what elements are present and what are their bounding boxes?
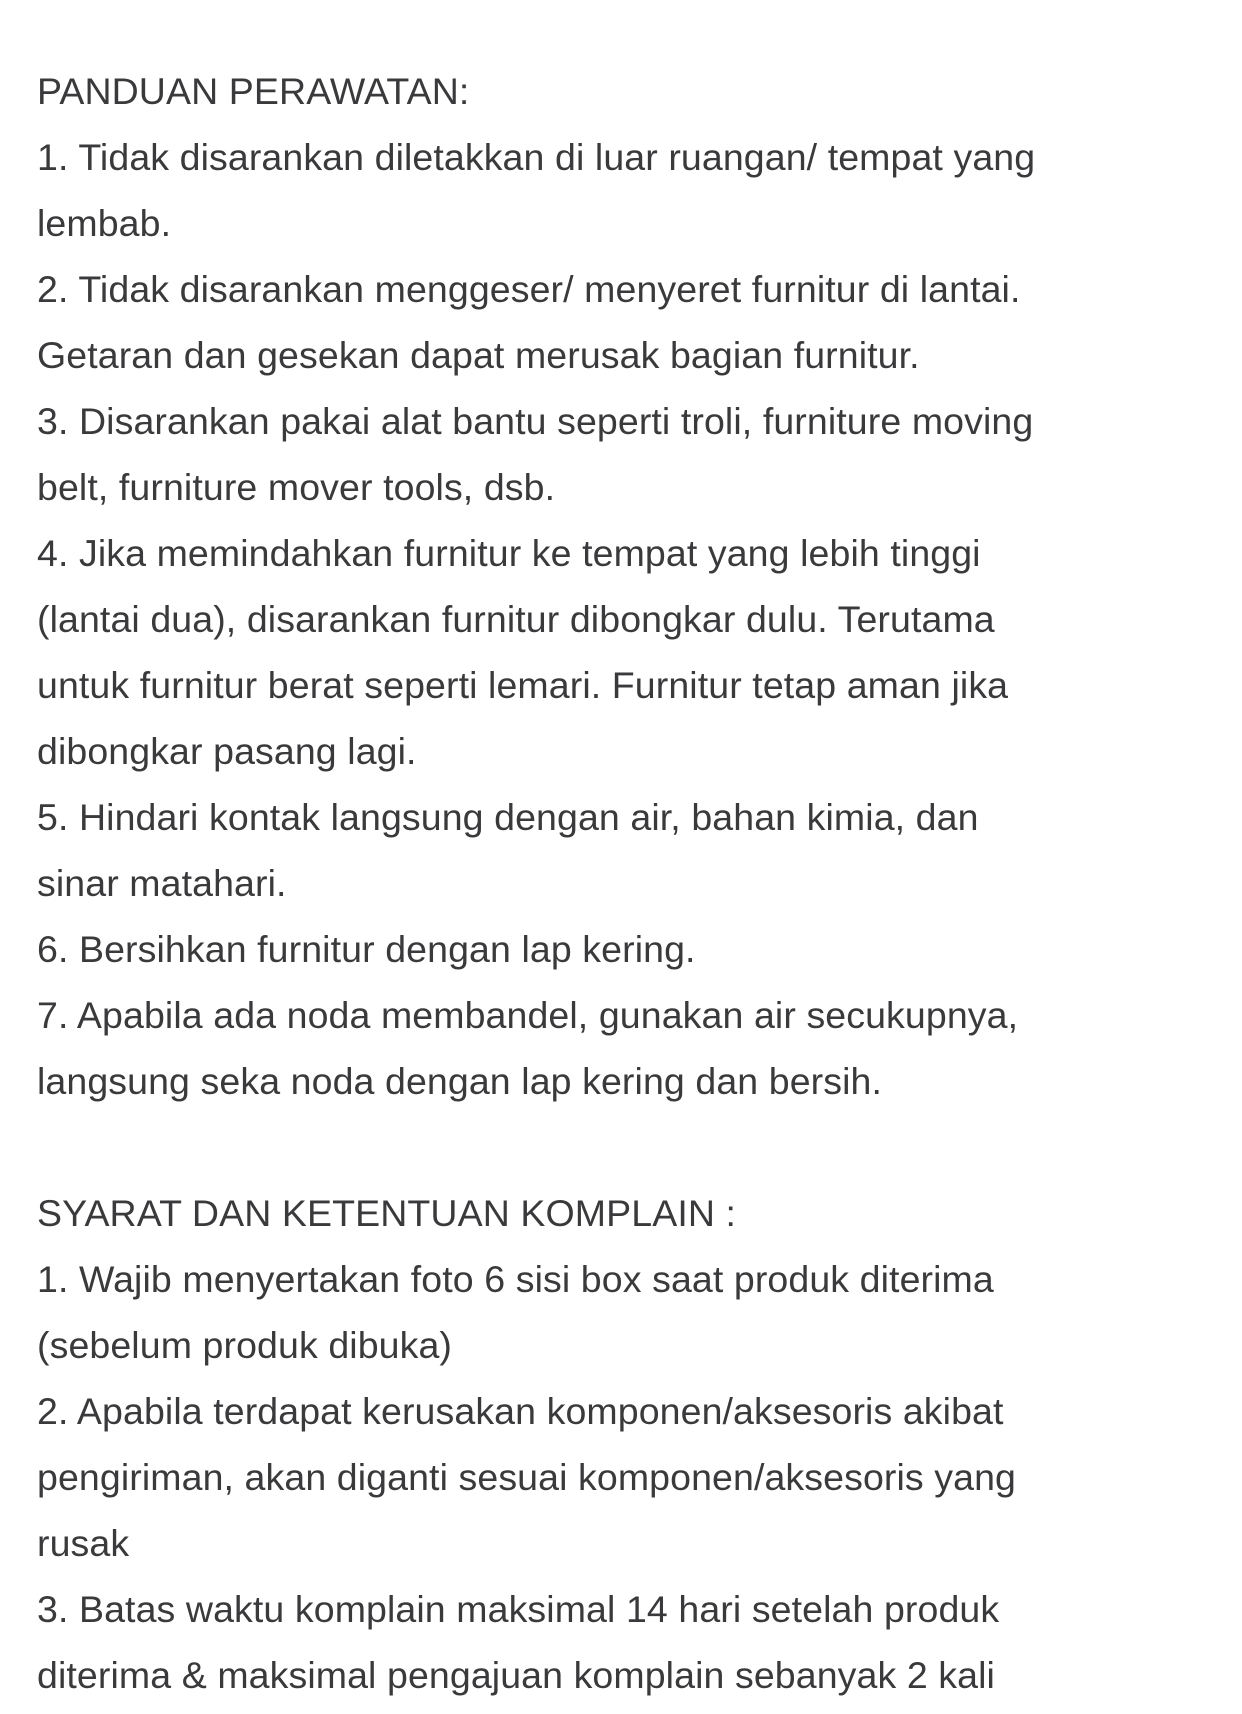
- document-body: [37, 58, 1217, 1708]
- care-guide-line: Getaran dan gesekan dapat merusak bagian furnitur.: [37, 334, 920, 376]
- care-guide-line: 3. Disarankan pakai alat bantu seperti troli, furniture moving: [37, 400, 1034, 442]
- section-spacer: [37, 1114, 1217, 1180]
- care-guide-line: 2. Tidak disarankan menggeser/ menyeret furnitur di lantai.: [37, 268, 1021, 310]
- complaint-terms-line: 1. Wajib menyertakan foto 6 sisi box saat produk diterima: [37, 1258, 994, 1300]
- care-guide-line: 1. Tidak disarankan diletakkan di luar ruangan/ tempat yang: [37, 136, 1036, 178]
- care-guide-section: [37, 58, 1217, 1114]
- complaint-terms-line: 2. Apabila terdapat kerusakan komponen/aksesoris akibat: [37, 1390, 1004, 1432]
- care-guide-heading: PANDUAN PERAWATAN:: [37, 70, 470, 112]
- care-guide-line: lembab.: [37, 202, 172, 244]
- care-guide-line: (lantai dua), disarankan furnitur dibongkar dulu. Terutama: [37, 598, 995, 640]
- care-guide-line: belt, furniture mover tools, dsb.: [37, 466, 556, 508]
- complaint-terms-line: 3. Batas waktu komplain maksimal 14 hari setelah produk: [37, 1588, 1000, 1630]
- care-guide-line: 6. Bersihkan furnitur dengan lap kering.: [37, 928, 696, 970]
- care-guide-line: 5. Hindari kontak langsung dengan air, bahan kimia, dan: [37, 796, 979, 838]
- complaint-terms-heading: SYARAT DAN KETENTUAN KOMPLAIN :: [37, 1192, 737, 1234]
- care-guide-line: untuk furnitur berat seperti lemari. Furnitur tetap aman jika: [37, 664, 1009, 706]
- care-guide-line: sinar matahari.: [37, 862, 287, 904]
- care-guide-line: langsung seka noda dengan lap kering dan bersih.: [37, 1060, 883, 1102]
- care-guide-line: dibongkar pasang lagi.: [37, 730, 417, 772]
- complaint-terms-section: [37, 1180, 1217, 1708]
- care-guide-line: 7. Apabila ada noda membandel, gunakan air secukupnya,: [37, 994, 1019, 1036]
- complaint-terms-line: (sebelum produk dibuka): [37, 1324, 453, 1366]
- care-guide-line: 4. Jika memindahkan furnitur ke tempat yang lebih tinggi: [37, 532, 981, 574]
- complaint-terms-line: diterima & maksimal pengajuan komplain sebanyak 2 kali: [37, 1654, 995, 1696]
- complaint-terms-line: rusak: [37, 1522, 130, 1564]
- complaint-terms-line: pengiriman, akan diganti sesuai komponen/aksesoris yang: [37, 1456, 1016, 1498]
